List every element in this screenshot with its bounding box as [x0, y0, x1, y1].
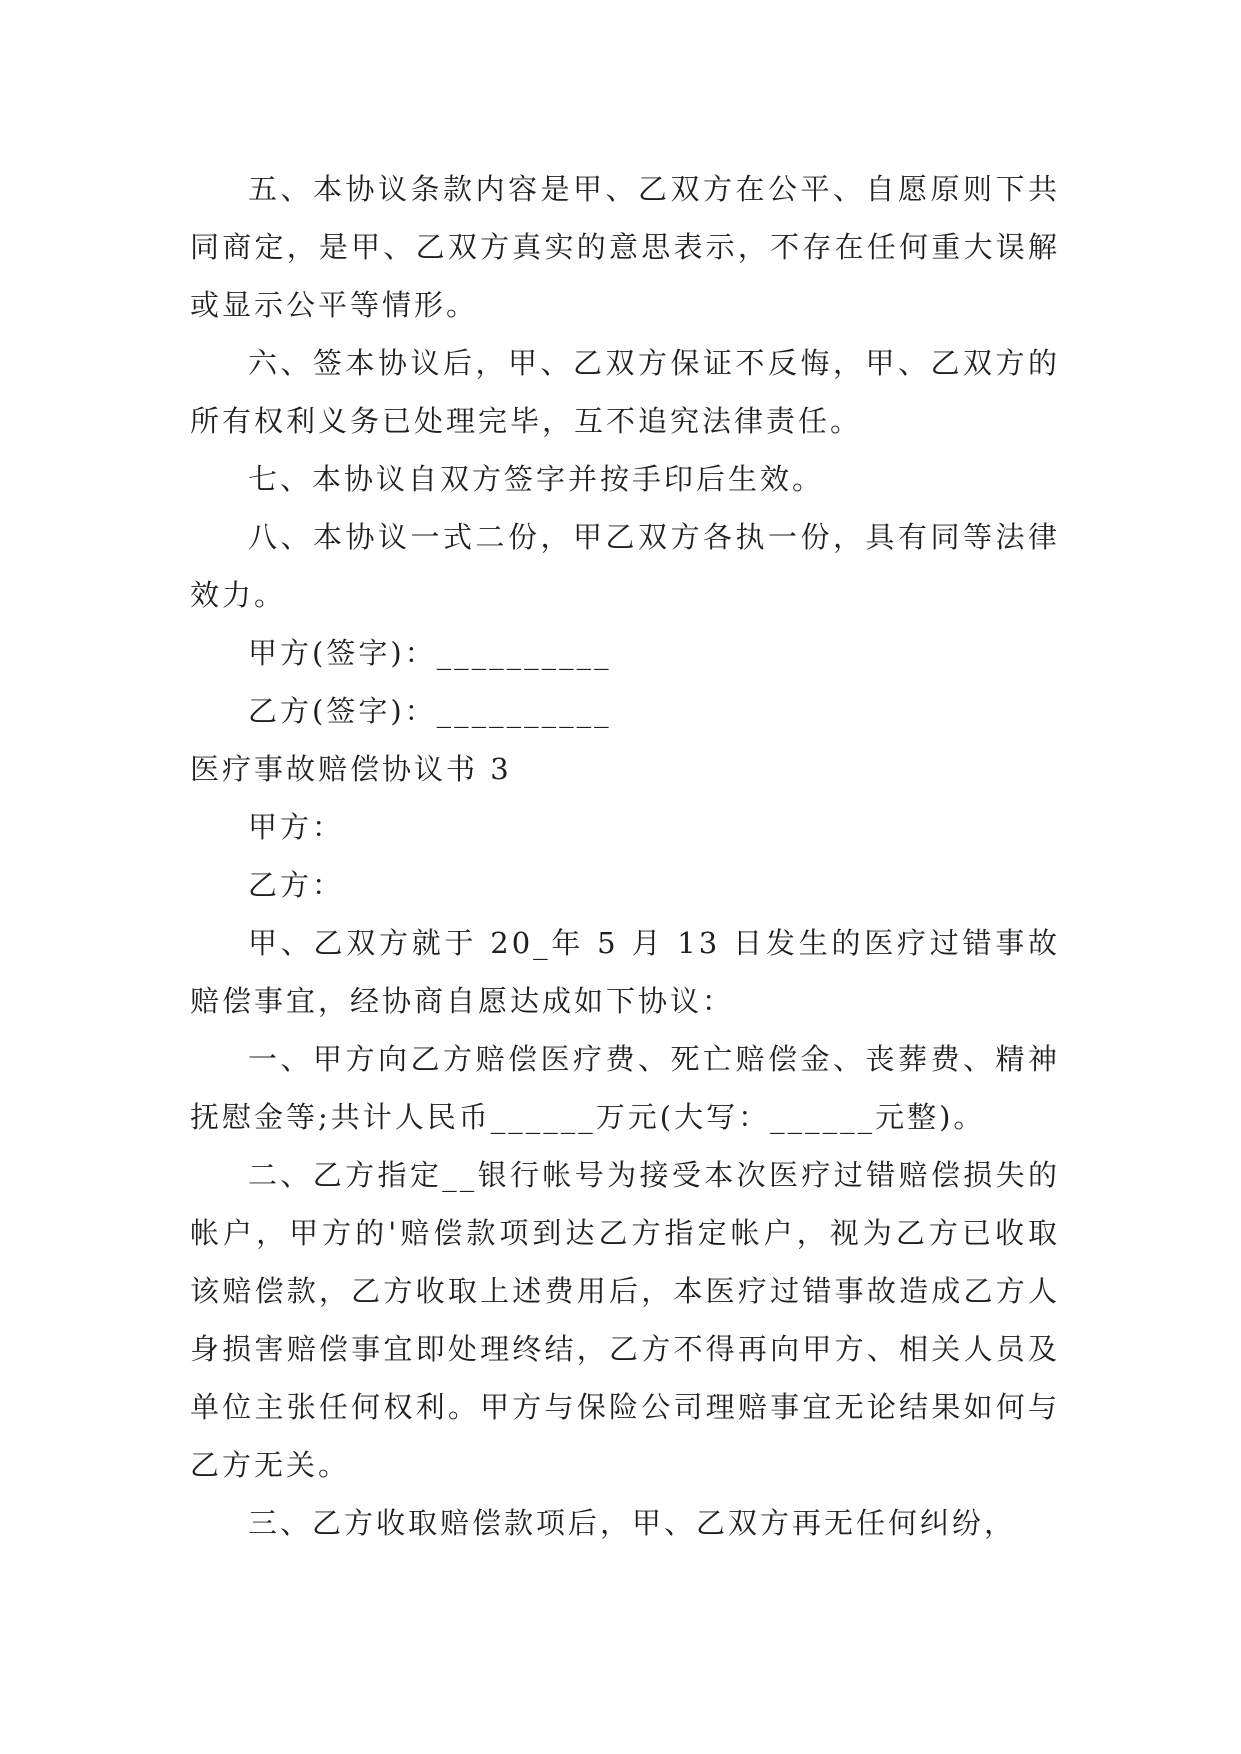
clause-five: 五、本协议条款内容是甲、乙双方在公平、自愿原则下共同商定，是甲、乙双方真实的意思表示，不存在任何重大误解或显示公平等情形。	[190, 172, 1060, 322]
party-b-signature-line: 乙方(签字)：__________	[248, 694, 612, 728]
clause-six: 六、签本协议后，甲、乙双方保证不反悔，甲、乙双方的所有权利义务已处理完毕，互不追究法律责任。	[190, 346, 1060, 438]
agreement-preamble: 甲、乙双方就于 20_年 5 月 13 日发生的医疗过错事故赔偿事宜，经协商自愿达成如下协议：	[190, 926, 1060, 1018]
clause-two: 二、乙方指定__银行帐号为接受本次医疗过错赔偿损失的帐户，甲方的'赔偿款项到达乙方指定帐户，视为乙方已收取该赔偿款，乙方收取上述费用后，本医疗过错事故造成乙方人身损害赔偿事宜即处理终结，乙方不得再向甲方、相关人员及单位主张任何权利。甲方与保险公司理赔事宜无论结果如何与乙方无关。	[190, 1158, 1060, 1482]
clause-one: 一、甲方向乙方赔偿医疗费、死亡赔偿金、丧葬费、精神抚慰金等;共计人民币______万元(大写：______元整)。	[190, 1042, 1060, 1134]
party-b-label: 乙方：	[248, 868, 345, 902]
party-a-label: 甲方：	[248, 810, 345, 844]
clause-seven: 七、本协议自双方签字并按手印后生效。	[248, 462, 825, 496]
document-body	[190, 160, 1060, 1552]
clause-three: 三、乙方收取赔偿款项后，甲、乙双方再无任何纠纷，	[248, 1506, 1017, 1540]
agreement-title: 医疗事故赔偿协议书 3	[190, 752, 512, 786]
party-a-signature-line: 甲方(签字)：__________	[248, 636, 612, 670]
clause-eight: 八、本协议一式二份，甲乙双方各执一份，具有同等法律效力。	[190, 520, 1060, 612]
